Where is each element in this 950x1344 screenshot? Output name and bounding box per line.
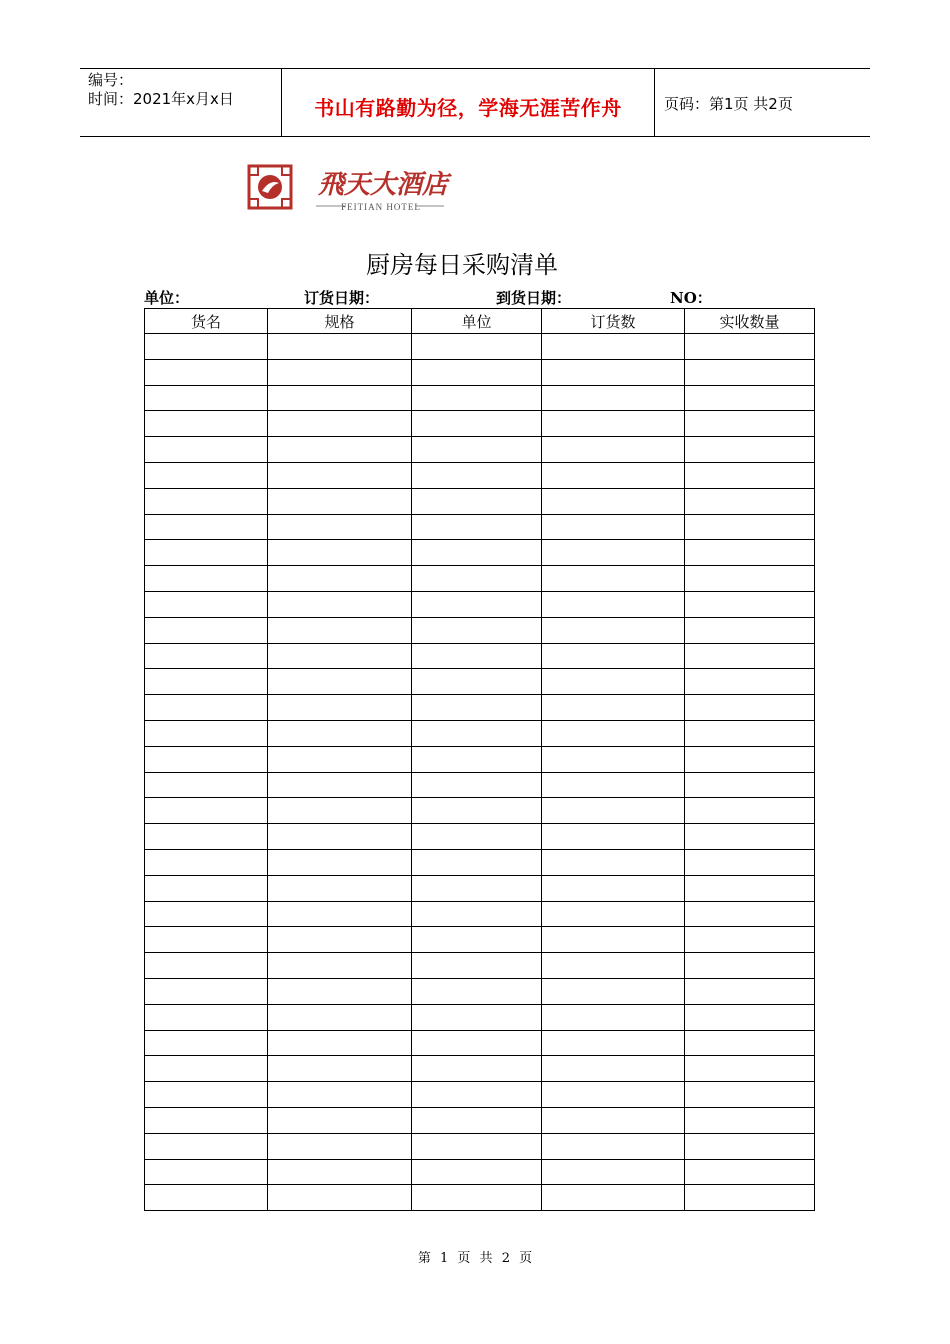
table-cell[interactable] [268,540,412,566]
table-cell[interactable] [268,411,412,437]
table-cell[interactable] [268,1056,412,1082]
table-cell[interactable] [412,1159,542,1185]
table-cell[interactable] [542,978,685,1004]
table-cell[interactable] [685,669,815,695]
table-cell[interactable] [542,385,685,411]
header-divider-right [654,68,655,136]
table-cell[interactable] [685,411,815,437]
table-cell[interactable] [145,953,268,979]
table-cell[interactable] [412,591,542,617]
column-header-received-qty: 实收数量 [685,309,815,334]
table-cell[interactable] [685,617,815,643]
table-cell[interactable] [685,927,815,953]
table-row [145,514,815,540]
table-row [145,824,815,850]
table-cell[interactable] [145,849,268,875]
table-cell[interactable] [268,1004,412,1030]
table-cell[interactable] [268,462,412,488]
table-cell[interactable] [685,746,815,772]
table-cell[interactable] [685,1185,815,1211]
table-cell[interactable] [542,1004,685,1030]
table-cell[interactable] [685,334,815,360]
table-cell[interactable] [542,411,685,437]
column-header-item-name: 货名 [145,309,268,334]
table-cell[interactable] [685,1082,815,1108]
table-cell[interactable] [685,540,815,566]
table-cell[interactable] [145,824,268,850]
table-cell[interactable] [268,695,412,721]
table-header-row [145,309,815,334]
table-cell[interactable] [412,824,542,850]
table-cell[interactable] [685,437,815,463]
table-cell[interactable] [145,1030,268,1056]
table-cell[interactable] [412,1133,542,1159]
table-cell[interactable] [412,566,542,592]
table-cell[interactable] [145,617,268,643]
table-cell[interactable] [268,1082,412,1108]
table-row [145,849,815,875]
table-cell[interactable] [685,1056,815,1082]
table-row [145,566,815,592]
table-cell[interactable] [542,772,685,798]
table-cell[interactable] [412,695,542,721]
table-cell[interactable] [145,1159,268,1185]
table-cell[interactable] [412,540,542,566]
table-cell[interactable] [412,927,542,953]
page-footer: 第 1 页 共 2 页 [417,1251,533,1266]
table-cell[interactable] [145,540,268,566]
table-cell[interactable] [145,591,268,617]
column-header-unit: 单位 [412,309,542,334]
table-cell[interactable] [412,334,542,360]
table-row [145,978,815,1004]
table-cell[interactable] [268,359,412,385]
table-cell[interactable] [685,720,815,746]
table-cell[interactable] [412,953,542,979]
table-cell[interactable] [412,462,542,488]
hotel-logo [246,163,456,213]
table-cell[interactable] [412,798,542,824]
table-cell[interactable] [685,849,815,875]
table-cell[interactable] [268,1133,412,1159]
table-cell[interactable] [412,1082,542,1108]
table-cell[interactable] [412,1030,542,1056]
table-row [145,1004,815,1030]
table-cell[interactable] [412,359,542,385]
table-cell[interactable] [542,566,685,592]
table-cell[interactable] [145,385,268,411]
table-cell[interactable] [412,1107,542,1133]
table-cell[interactable] [412,746,542,772]
table-cell[interactable] [268,566,412,592]
table-cell[interactable] [145,798,268,824]
logo-english-name: FEITIAN HOTEL [341,202,421,212]
table-row [145,1159,815,1185]
table-row [145,1030,815,1056]
table-cell[interactable] [412,488,542,514]
table-cell[interactable] [542,488,685,514]
purchase-table [144,308,815,1211]
table-cell[interactable] [685,824,815,850]
table-cell[interactable] [268,875,412,901]
table-cell[interactable] [685,875,815,901]
table-cell[interactable] [542,1056,685,1082]
table-cell[interactable] [542,824,685,850]
table-row [145,1133,815,1159]
table-cell[interactable] [412,901,542,927]
table-cell[interactable] [145,927,268,953]
table-row [145,1185,815,1211]
table-cell[interactable] [145,359,268,385]
table-cell[interactable] [542,1082,685,1108]
table-cell[interactable] [542,514,685,540]
table-cell[interactable] [685,385,815,411]
table-cell[interactable] [412,1004,542,1030]
table-cell[interactable] [145,669,268,695]
table-cell[interactable] [542,669,685,695]
table-cell[interactable] [145,1133,268,1159]
table-cell[interactable] [685,1107,815,1133]
document-title: 厨房每日采购清单 [366,251,558,279]
table-cell[interactable] [268,798,412,824]
table-cell[interactable] [542,695,685,721]
table-cell[interactable] [268,746,412,772]
table-cell[interactable] [145,462,268,488]
table-cell[interactable] [145,1107,268,1133]
table-body [145,334,815,1211]
table-cell[interactable] [268,772,412,798]
column-header-order-qty: 订货数 [542,309,685,334]
table-cell[interactable] [412,1056,542,1082]
serial-label: 编号： [88,71,134,89]
table-row [145,488,815,514]
table-row [145,1082,815,1108]
table-cell[interactable] [412,514,542,540]
header-motto: 书山有路勤为径，学海无涯苦作舟 [314,96,622,120]
table-cell[interactable] [145,978,268,1004]
hotel-logo-graphic [246,163,456,213]
table-row [145,927,815,953]
table-cell[interactable] [412,617,542,643]
table-row [145,746,815,772]
table-cell[interactable] [268,437,412,463]
table-cell[interactable] [268,617,412,643]
table-cell[interactable] [542,1107,685,1133]
table-cell[interactable] [268,669,412,695]
table-cell[interactable] [685,359,815,385]
table-cell[interactable] [542,643,685,669]
table-cell[interactable] [268,334,412,360]
table-cell[interactable] [268,1159,412,1185]
table-cell[interactable] [542,798,685,824]
table-cell[interactable] [145,488,268,514]
table-cell[interactable] [542,334,685,360]
table-cell[interactable] [412,669,542,695]
table-cell[interactable] [268,901,412,927]
header-divider-left [281,68,282,136]
table-cell[interactable] [685,462,815,488]
order-date-label: 订货日期： [304,289,380,307]
table-cell[interactable] [685,953,815,979]
table-cell[interactable] [412,720,542,746]
table-cell[interactable] [412,875,542,901]
table-cell[interactable] [542,1030,685,1056]
table-cell[interactable] [268,927,412,953]
table-cell[interactable] [268,488,412,514]
table-row [145,437,815,463]
table-cell[interactable] [542,720,685,746]
table-cell[interactable] [685,643,815,669]
table-row [145,1056,815,1082]
table-cell[interactable] [412,772,542,798]
table-cell[interactable] [685,1030,815,1056]
table-cell[interactable] [542,1185,685,1211]
arrival-date-label: 到货日期： [496,289,572,307]
table-cell[interactable] [145,1004,268,1030]
table-cell[interactable] [145,772,268,798]
table-cell[interactable] [145,901,268,927]
table-cell[interactable] [685,798,815,824]
table-cell[interactable] [542,462,685,488]
table-cell[interactable] [268,1030,412,1056]
table-cell[interactable] [685,1004,815,1030]
table-row [145,617,815,643]
table-cell[interactable] [685,901,815,927]
table-cell[interactable] [145,334,268,360]
table-cell[interactable] [268,385,412,411]
table-cell[interactable] [542,901,685,927]
table-cell[interactable] [268,591,412,617]
table-cell[interactable] [542,437,685,463]
table-row [145,540,815,566]
table-cell[interactable] [268,824,412,850]
table-cell[interactable] [145,746,268,772]
table-cell[interactable] [542,875,685,901]
table-row [145,669,815,695]
table-cell[interactable] [268,643,412,669]
page-number-label: 页码：第1页 共2页 [664,95,793,113]
table-cell[interactable] [685,695,815,721]
logo-chinese-name: 飛天大酒店 [318,170,449,200]
unit-label: 单位： [144,289,190,307]
table-cell[interactable] [542,591,685,617]
table-row [145,1107,815,1133]
table-cell[interactable] [412,978,542,1004]
table-row [145,953,815,979]
table-cell[interactable] [268,849,412,875]
table-row [145,591,815,617]
time-label: 时间：2021年x月x日 [88,90,234,108]
table-row [145,720,815,746]
table-cell[interactable] [685,591,815,617]
table-cell[interactable] [268,720,412,746]
table-cell[interactable] [145,437,268,463]
table-cell[interactable] [145,720,268,746]
table-cell[interactable] [685,772,815,798]
table-row [145,334,815,360]
table-cell[interactable] [685,566,815,592]
table-cell[interactable] [145,643,268,669]
table-cell[interactable] [542,927,685,953]
table-row [145,798,815,824]
table-cell[interactable] [145,1056,268,1082]
table-cell[interactable] [542,540,685,566]
table-cell[interactable] [412,849,542,875]
order-number-label: NO： [670,289,712,307]
table-cell[interactable] [412,1185,542,1211]
table-cell[interactable] [412,643,542,669]
table-row [145,411,815,437]
table-cell[interactable] [685,1159,815,1185]
table-cell[interactable] [145,1185,268,1211]
table-cell[interactable] [268,1107,412,1133]
table-cell[interactable] [542,849,685,875]
table-cell[interactable] [145,566,268,592]
table-cell[interactable] [145,514,268,540]
table-row [145,385,815,411]
table-row [145,359,815,385]
table-cell[interactable] [268,1185,412,1211]
table-cell[interactable] [412,411,542,437]
table-cell[interactable] [542,953,685,979]
header-top-rule [80,68,870,69]
table-row [145,695,815,721]
table-cell[interactable] [542,746,685,772]
table-cell[interactable] [685,488,815,514]
table-cell[interactable] [268,514,412,540]
table-cell[interactable] [542,1159,685,1185]
table-cell[interactable] [542,617,685,643]
table-cell[interactable] [145,695,268,721]
table-row [145,875,815,901]
table-cell[interactable] [685,978,815,1004]
table-cell[interactable] [685,1133,815,1159]
table-cell[interactable] [145,1082,268,1108]
table-cell[interactable] [412,437,542,463]
column-header-spec: 规格 [268,309,412,334]
table-row [145,643,815,669]
table-cell[interactable] [145,411,268,437]
table-cell[interactable] [412,385,542,411]
table-cell[interactable] [268,953,412,979]
table-cell[interactable] [542,359,685,385]
header-bottom-rule [80,136,870,137]
table-cell[interactable] [145,875,268,901]
table-row [145,901,815,927]
table-row [145,772,815,798]
table-cell[interactable] [268,978,412,1004]
table-cell[interactable] [685,514,815,540]
table-cell[interactable] [542,1133,685,1159]
table-row [145,462,815,488]
